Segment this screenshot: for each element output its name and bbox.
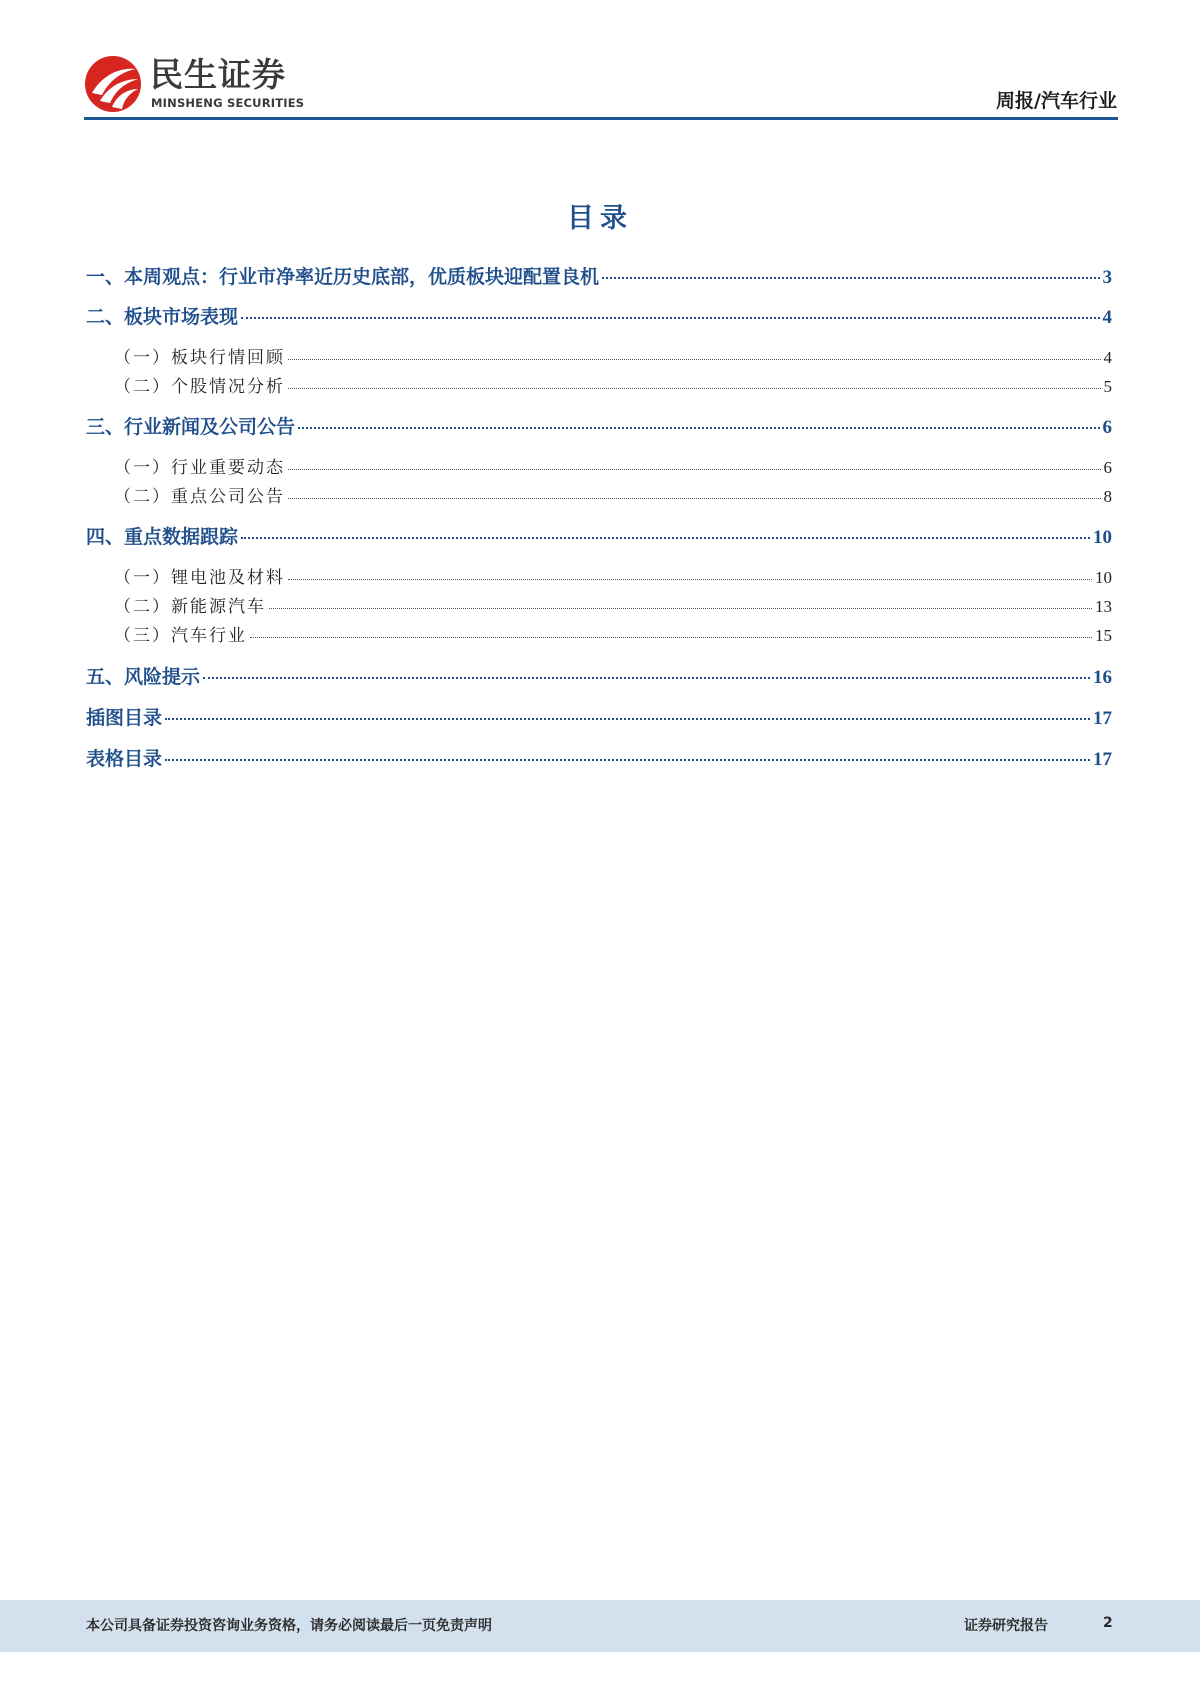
toc-entry-text: （一）板块行情回顾 — [114, 348, 285, 368]
toc-leader — [288, 469, 1101, 470]
toc-entry-text: 二、板块市场表现 — [86, 306, 239, 328]
toc-entry-text: （一）锂电池及材料 — [114, 568, 285, 588]
toc-entry[interactable] — [114, 592, 1112, 617]
toc-entry-page: 16 — [1093, 667, 1112, 688]
toc-leader — [165, 718, 1090, 720]
toc-entry[interactable] — [114, 563, 1112, 588]
toc-entry-page: 15 — [1095, 626, 1112, 645]
toc-entry-text: （三）汽车行业 — [114, 626, 247, 646]
logo-english-name: MINSHENG SECURITIES — [151, 96, 305, 110]
toc-entry-text: （二）个股情况分析 — [114, 377, 285, 397]
toc-entry[interactable] — [114, 343, 1112, 368]
toc-leader — [241, 537, 1090, 539]
toc-leader — [203, 677, 1090, 679]
toc-entry[interactable] — [86, 302, 1112, 329]
toc-leader — [298, 427, 1099, 429]
toc-entry-page: 10 — [1093, 527, 1112, 548]
toc-entry-text: 一、本周观点：行业市净率近历史底部，优质板块迎配置良机 — [86, 266, 600, 288]
toc-entry-text: 三、行业新闻及公司公告 — [86, 416, 296, 438]
toc-entry-text: （一）行业重要动态 — [114, 458, 285, 478]
toc-entry[interactable] — [86, 522, 1112, 549]
footer-report-label: 证券研究报告 — [964, 1618, 1048, 1634]
toc-title: 目录 — [567, 203, 633, 234]
toc-leader — [288, 579, 1092, 580]
logo-chinese-name: 民生证券 — [150, 55, 286, 94]
toc-entry-page: 5 — [1103, 377, 1112, 396]
toc-entry-text: 插图目录 — [86, 707, 163, 729]
toc-leader — [288, 388, 1101, 389]
page-footer — [0, 1600, 1200, 1652]
toc-entry-text: 表格目录 — [86, 748, 163, 770]
minsheng-logo-icon — [84, 55, 142, 113]
toc-leader — [165, 759, 1090, 761]
company-logo — [84, 55, 384, 115]
toc-entry-text: （二）重点公司公告 — [114, 487, 285, 507]
toc-leader — [602, 277, 1099, 279]
toc-entry-page: 4 — [1103, 348, 1112, 367]
toc-entry-page: 3 — [1102, 267, 1112, 288]
toc-entry-page: 6 — [1103, 458, 1112, 477]
page-header — [84, 52, 1117, 118]
toc-leader — [241, 317, 1099, 319]
footer-page-number: 2 — [1103, 1615, 1113, 1631]
toc-entry[interactable] — [86, 703, 1112, 730]
toc-entry[interactable] — [86, 412, 1112, 439]
footer-disclaimer: 本公司具备证券投资咨询业务资格，请务必阅读最后一页免责声明 — [86, 1618, 492, 1634]
toc-entry-page: 17 — [1093, 708, 1112, 729]
toc-entry[interactable] — [86, 662, 1112, 689]
toc-entry-page: 17 — [1093, 749, 1112, 770]
toc-leader — [288, 359, 1101, 360]
toc-entry-text: 五、风险提示 — [86, 666, 201, 688]
toc-entry-page: 4 — [1102, 307, 1112, 328]
toc-leader — [250, 637, 1092, 638]
toc-entry[interactable] — [114, 453, 1112, 478]
toc-entry-page: 10 — [1095, 568, 1112, 587]
toc-entry-page: 6 — [1102, 417, 1112, 438]
toc-entry[interactable] — [114, 372, 1112, 397]
report-type-label: 周报/汽车行业 — [996, 90, 1117, 112]
toc-entry-text: 四、重点数据跟踪 — [86, 526, 239, 548]
toc-entry[interactable] — [114, 482, 1112, 507]
toc-entry[interactable] — [86, 262, 1112, 289]
toc-entry[interactable] — [114, 621, 1112, 646]
toc-entry-text: （二）新能源汽车 — [114, 597, 266, 617]
toc-entry-page: 8 — [1103, 487, 1112, 506]
toc-entry[interactable] — [86, 744, 1112, 771]
toc-entry-page: 13 — [1095, 597, 1112, 616]
toc-leader — [269, 608, 1092, 609]
header-rule — [84, 117, 1118, 120]
toc-leader — [288, 498, 1101, 499]
